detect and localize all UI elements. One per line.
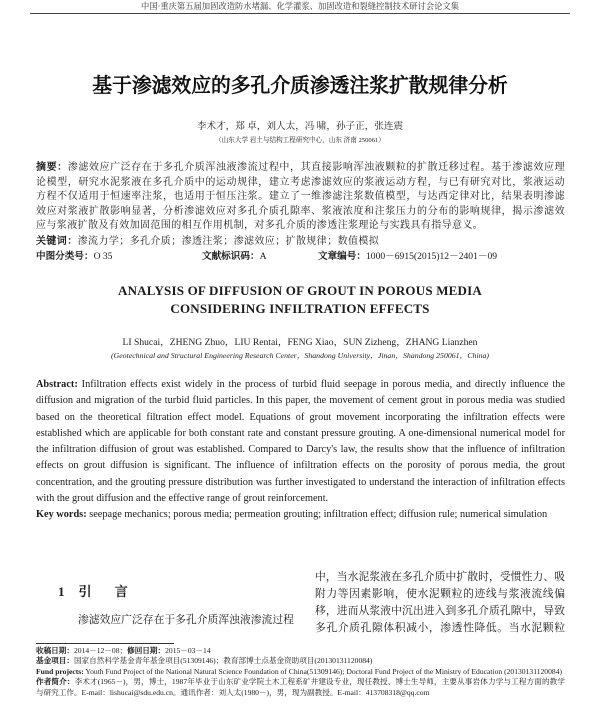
fund-chinese-label: 基金项目： <box>36 656 74 666</box>
english-keywords-label: Key words: <box>36 509 87 521</box>
english-abstract-label: Abstract: <box>36 379 78 390</box>
footnotes <box>36 646 565 698</box>
header-rule <box>30 13 570 14</box>
chinese-abstract <box>36 161 565 234</box>
english-title-line-2: CONSIDERING INFILTRATION EFFECTS <box>170 301 430 316</box>
english-abstract-text: Infiltration effects exist widely in the process of turbid fluid seepage in porous media, and directly influence the diffusion and migration of the turbid fluid particles. In this paper, the movement of cement grout in porous media was studied based on the theoretical filtration effect model. Equations of grout movement incorporating the infiltration effects were established which are applicable for both constant rate and constant pressure grouting. A one-dimensional numerical model for the infiltration diffusion of grout was established. Compared to Darcy's law, the results show that the influence of infiltration effects on grout diffusion is significant. The influence of infiltration effects on the porosity of porous media, the grout concentration, and the grouting pressure distribution was further investigated to understand the interaction of infiltration effects with the grout diffusion and the effective range of grout reinforcement. <box>36 379 565 505</box>
article-number <box>318 250 497 265</box>
clc-label: 中图分类号： <box>36 250 94 262</box>
chinese-keywords <box>36 235 565 250</box>
classification-line <box>36 250 565 265</box>
chinese-abstract-text: 渗滤效应广泛存在于多孔介质浑浊液渗流过程中，其直接影响浑浊液颗粒的扩散迁移过程。基于渗滤效应理论模型，研究水泥浆液在多孔介质中的运动规律，建立考虑渗滤效应的浆液运动方程，与已有研究对比，浆液运动方程不仅适用于恒速率注浆，也适用于恒压注浆。建立了一维渗滤注浆数值模型，与达西定律对比，结果表明渗滤效应对浆液扩散影响显著，分析渗滤效应对多孔介质孔隙率、浆液浓度和注浆压力的分布的影响规律，揭示渗滤效应与浆液扩散及有效加固范围的相互作用机制，对多孔介质的渗透注浆理论与实践具有指导意义。 <box>36 162 565 232</box>
revised-date: 2015－03－14 <box>165 646 211 655</box>
english-affiliation: (Geotechnical and Structural Engineering Research Center，Shandong University，Jinan，Shandong 250061，China) <box>110 351 490 360</box>
english-keywords-text: seepage mechanics; porous media; permeation grouting; infiltration effect; diffusion rule; numerical simulation <box>89 509 548 521</box>
chinese-keywords-label: 关键词： <box>36 235 78 247</box>
english-authors: LI Shucai，ZHENG Zhuo，LIU Rentai，FENG Xiao，SUN Zizheng，ZHANG Lianzhen <box>122 337 478 348</box>
english-title-line-1: ANALYSIS OF DIFFUSION OF GROUT IN POROUS MEDIA <box>118 283 482 298</box>
fund-chinese <box>36 656 565 666</box>
received-dates <box>36 646 565 656</box>
footnote-rule <box>36 643 174 644</box>
fund-english-label: Fund projects: <box>36 666 84 676</box>
section-heading <box>58 584 138 600</box>
english-abstract <box>36 377 565 507</box>
article-number-value: 1000－6915(2015)12－2401－09 <box>365 250 498 262</box>
english-abstract-block <box>36 377 565 524</box>
chinese-abstract-block <box>36 161 565 264</box>
article-number-label: 文章编号： <box>318 250 366 262</box>
clc-value: O 35 <box>93 250 113 262</box>
fund-english-text: Youth Fund Project of the National Natural Science Foundation of China(51309146); Doctoral Fund Project of the Ministry of Education (20130131120084) <box>85 666 563 676</box>
fund-english <box>36 667 565 677</box>
revised-label: 修回日期： <box>127 646 166 655</box>
english-title <box>0 282 600 318</box>
running-header: 中国·重庆第五届加固改造防水堵漏、化学灌浆、加固改造和裂缝控制技术研讨会论文集 <box>140 2 460 11</box>
chinese-authors: 李术才，郑 卓，刘人太，冯 啸，孙子正，张连震 <box>196 121 404 132</box>
fund-chinese-text: 国家自然科学基金青年基金项目(51309146)；教育部博士点基金资助项目(20130131120084) <box>73 656 373 666</box>
author-bio <box>36 677 565 698</box>
chinese-affiliation: （山东大学 岩土与结构工程研究中心，山东 济南 250061） <box>215 137 385 144</box>
chinese-abstract-label: 摘要： <box>36 162 68 173</box>
document-code-value: A <box>259 250 267 262</box>
right-column-text: 中，当水泥浆液在多孔介质中扩散时，受惯性力、吸附力等因素影响，使水泥颗粒的迹线与浆液流线偏移，进而从浆液中沉出进入到多孔介质孔隙中，导致多孔介质孔隙体积减小，渗透性降低。当水泥颗粒 <box>315 571 565 634</box>
left-column-text: 渗滤效应广泛存在于多孔介质浑浊液渗流过程 <box>78 614 294 626</box>
received-label: 收稿日期： <box>36 646 74 655</box>
english-keywords <box>36 507 565 523</box>
author-bio-label: 作者简介： <box>36 677 75 687</box>
chinese-title: 基于渗滤效应的多孔介质渗透注浆扩散规律分析 <box>92 75 508 97</box>
section-title: 引 言 <box>78 584 138 599</box>
received-date: 2014－12－08； <box>73 646 128 655</box>
document-code-label: 文献标识码： <box>202 250 260 262</box>
clc-number <box>36 250 112 265</box>
document-code <box>202 250 267 265</box>
section-number: 1 <box>58 584 65 599</box>
chinese-keywords-text: 渗流力学；多孔介质；渗透注浆；渗滤效应；扩散规律；数值模拟 <box>77 235 380 247</box>
author-bio-text: 李术才(1965－)，男，博士，1987年毕业于山东矿业学院土木工程系矿井建设专业，现任教授、博士生导师，主要从事岩体力学与工程方面的教学与研究工作。E-mail：lishucai@sdu.edu.cn。通讯作者：刘人太(1980－)，男，现为副教授。E-mail：413708318@qq.com <box>36 677 565 697</box>
